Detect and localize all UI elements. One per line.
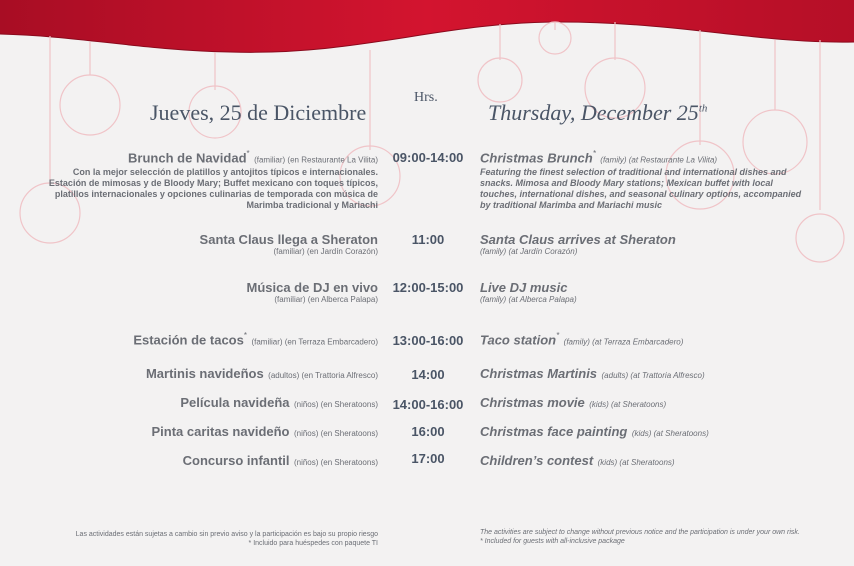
event-santa-time: 11:00 — [411, 232, 445, 247]
event-dj-es: Música de DJ en vivo (familiar) (en Alberca Palapa) — [246, 280, 378, 304]
event-dj-time: 12:00-15:00 — [392, 280, 464, 295]
event-movie-es: Película navideña (niños) (en Sheratoons) — [180, 395, 378, 410]
event-facepaint-time: 16:00 — [411, 424, 445, 439]
event-tacos-es: Estación de tacos* (familiar) (en Terraza Embarcadero) — [133, 331, 378, 348]
event-movie-time: 14:00-16:00 — [392, 397, 464, 412]
event-brunch-en: Christmas Brunch* (family) (at Restaurante La Vilita) Featuring the finest selection of traditional and international dishes and snacks. Mimosa and Bloody Mary stations; Mexican buffet with local touches, international dishes, and seasonal culinary options, accompanied by traditional Marimba and Mariachi music — [480, 149, 802, 211]
event-tacos-en: Taco station* (family) (at Terraza Embarcadero) — [480, 331, 684, 348]
header-hours-label: Hrs. — [414, 90, 438, 105]
event-santa-es: Santa Claus llega a Sheraton (familiar) (en Jardín Corazón) — [199, 232, 378, 256]
event-martinis-es: Martinis navideños (adultos) (en Trattoria Alfresco) — [145, 366, 378, 381]
event-martinis-en: Christmas Martinis (adults) (at Trattoria Alfresco) — [480, 366, 705, 381]
header-english-date: Thursday, December 25th — [488, 100, 708, 125]
event-santa-en: Santa Claus arrives at Sheraton (family) (at Jardín Corazón) — [480, 232, 676, 256]
footer-note-en: The activities are subject to change without previous notice and the participation is under your own risk. * Included for guests with all-inclusive package — [480, 529, 800, 545]
event-facepaint-es: Pinta caritas navideño (niños) (en Sheratoons) — [151, 424, 378, 439]
event-martinis-time: 14:00 — [411, 367, 445, 382]
header-spanish-date: Jueves, 25 de Diciembre — [150, 100, 367, 125]
event-tacos-time: 13:00-16:00 — [392, 333, 464, 348]
event-movie-en: Christmas movie (kids) (at Sheratoons) — [480, 395, 667, 410]
event-brunch-time: 09:00-14:00 — [392, 150, 464, 165]
event-contest-en: Children’s contest (kids) (at Sheratoons) — [480, 453, 675, 468]
event-contest-time: 17:00 — [411, 451, 445, 466]
event-brunch-es: Brunch de Navidad* (familiar) (en Restaurante La Vilita) Con la mejor selección de platillos y antojitos típicos e internacionales. Estación de mimosas y de Bloody Mary; Buffet mexicano con toques típicos, platillos internacionales y opciones culinarias de temporada con música de Marimba tradicional y Mariachi — [48, 149, 378, 211]
event-contest-es: Concurso infantil (niños) (en Sheratoons) — [182, 453, 378, 468]
event-facepaint-en: Christmas face painting (kids) (at Sheratoons) — [480, 424, 709, 439]
footer-note-es: Las actividades están sujetas a cambio sin previo aviso y la participación es bajo su propio riesgo * Incluido para huéspedes con paquete TI — [75, 531, 378, 547]
event-dj-en: Live DJ music (family) (at Alberca Palapa) — [480, 280, 577, 304]
